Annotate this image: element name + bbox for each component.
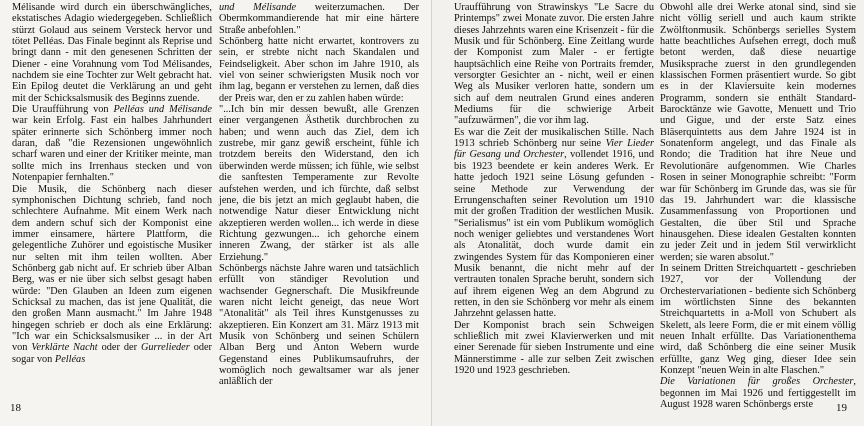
text-run: oder der [97, 342, 141, 354]
italic-title: Gurrelieder [140, 342, 190, 354]
italic-title: Variationen für großes Orchester [687, 376, 854, 388]
paragraph [454, 320, 654, 377]
paragraph [219, 36, 419, 104]
italic-title: Vier Lieder für Gesang und Orchester [454, 138, 655, 161]
text-run: Mélisande wird durch ein überschwängliches, ekstatisches Adagio wiedergegeben. Schließlich stürzt Golaud aus seinem Versteck hervor und tötet Pelléas. Das Finale beginnt als Reprise und bringt dann - mit den genesenen Schritten der Diener - eine Vorahnung vom Tod Mélisandes, nachdem sie eine Tochter zur Welt gebracht hat. Ein Epilog deutet die Verklärung an und geht mit der Schicksalsmusik des Beginns zuende. [12, 2, 212, 104]
italic-title: Pelléas und Mélisande [113, 104, 213, 116]
text-run: Schönbergs nächste Jahre waren und tatsächlich erfüllt von ständiger Revolution und wachsender Gegnerschaft. Die Musikfreunde waren nicht leicht geneigt, das neue Wort "Atonalität" als Teil ihres Kunstgenusses zu akzeptieren. Ein Konzert am 31. März 1913 mit Musik von Schönberg und seinen Schülern Alban Berg und Anton Webern wurde Gegenstand eines Publikumsaufruhrs, der womöglich noch gewaltsamer war als jener anläßlich der [219, 262, 419, 388]
paragraph [219, 263, 419, 388]
paragraph [12, 2, 212, 104]
paragraph [660, 263, 856, 376]
text-run: oder sogar von [12, 342, 212, 365]
text-run: weiterzumachen. Der Obermkommandierende hat mir eine härtere Straße anbefohlen." [219, 2, 420, 36]
text-column-3 [454, 2, 654, 376]
text-column-4 [660, 2, 856, 410]
page-number-left: 18 [10, 402, 21, 414]
paragraph [12, 184, 212, 366]
text-run: Die Musik, die Schönberg nach dieser symphonischen Dichtung schrieb, fand noch schlechtere Aufnahme. Mit einem Werk nach dem andern schuf sich der Komponist eine immer einsamere, härtere Plattform, die gelegentliche Zuhörer und egoistische Musiker nur selten mit ihm teilen wollten. Aber Schönberg gab nicht auf. Er schrieb über Alban Berg, was er nie über sich selbst gesagt haben würde: "Den Glauben an Ideen zum eigenen Schicksal zu machen, das ist jene Qualität, die den großen Mann ausmacht." Im Jahre 1948 hingegen schrieb er doch als eine Erklärung: "Ich war ein Schicksalsmusiker ... in der Art von [12, 183, 212, 354]
text-run: , vollendet 1916, und bis 1923 beendete er kein anderes Werk. Er hatte jedoch 1921 seine Lösung gefunden - seine Methode zur Verwendung der Errungenschaften seiner Revolution um 1910 mit der großen Tradition der westlichen Musik. "Serialismus" ist ein vom Publikum womöglich noch weniger geliebtes und verstandenes Wort als Atonalität, doch wurde damit ein zwingendes System für das Komponieren einer Musik benannt, die nicht mehr auf der vertrauten tonalen Sprache beruht, sondern sich auf ihrem eigenen Weg an dem Abgrund zu retten, in den sie Schönberg vor mehr als einem Jahrzehnt gelassen hatte. [454, 149, 654, 320]
italic-title: Die [660, 376, 688, 388]
text-run: war kein Erfolg. Fast ein halbes Jahrhundert später erinnerte sich Schönberg immer noch daran, daß "die Rezensionen ungewöhnlich scharf waren und einer der Kritiker meinte, man sollte mich ins Irrenhaus stecken und von Notenpapier fernhalten." [12, 115, 212, 184]
text-run: "...Ich bin mir dessen bewußt, alle Grenzen einer vergangenen Ästhetik durchbrochen zu haben; und wenn auch das Ziel, dem ich zustrebe, mir ganz gewiß erscheint, fühle ich trotzdem bereits den Widerstand, den ich überwinden werde müssen; ich fühle, wie selbst die sanftesten Temperamente zur Revolte aufstehen werden, und ich fürchte, daß selbst jene, die bis jetzt an mich geglaubt haben, die notwendige Natur dieser Entwicklung nicht akzeptieren werden wollen... ich werde in diese Richtung gezwungen... ich gehorche einem inneren Zwang, der stärker ist als alle Erziehung." [219, 104, 419, 263]
text-run: Uraufführung von Strawinskys "Le Sacre du Printemps" zwei Monate zuvor. Die ersten Jahre dieses Jahrzehnts waren eine Krisenzeit - für die Musik und für Schönberg. Eine Zeitlang wurde der Komponist zum Maler - er fertigte hauptsächlich eine Reihe von Portraits fremder, versorgter Gesichter an - nicht, weil er einen Weg als Musiker verloren hatte, sondern um sich auf dem neutralen Grund eines anderen Mediums für die schwierige Arbeit "aufzuwärmen", die vor ihm lag. [454, 2, 654, 127]
text-run: In seinem Dritten Streichquartett - geschrieben 1927, vor der Vollendung der Orchestervariationen - bediente sich Schönberg im wörtlichsten Sinne des bekannten Streichquartetts in a-Moll von Schubert als Skelett, als leere Form, die er mit einem völlig neuen Inhalt erfüllte. Das Variationenthema wird, daß Schönberg die eine seiner Musik erfüllte, ganz Weg ging, dieser Idee sein Konzept "neuen Wein in alte Flaschen." [660, 262, 856, 376]
paragraph [12, 104, 212, 183]
text-run: Der Komponist brach sein Schweigen schließlich mit zwei Klavierwerken und mit einer Serenade für sieben Instrumente und eine Männerstimme - alle zur selben Zeit zwischen 1920 und 1923 geschrieben. [454, 319, 654, 376]
text-column-2 [219, 2, 419, 388]
paragraph [454, 2, 654, 127]
text-column-1 [12, 2, 212, 365]
page-number-right: 19 [836, 402, 847, 414]
paragraph [219, 104, 419, 263]
paragraph [660, 2, 856, 263]
text-run: , begonnen im Mai 1926 und fertiggestellt im August 1928 waren Schönbergs erste [660, 376, 856, 411]
italic-title: und Mélisande [219, 2, 297, 13]
paragraph [454, 127, 654, 320]
text-run: Die Uraufführung von [12, 104, 114, 116]
text-run: Es war die Zeit der musikalischen Stille. Nach 1913 schrieb Schönberg nur seine [454, 126, 654, 150]
paragraph [219, 2, 419, 36]
text-run: Schönberg hatte nicht erwartet, kontrovers zu sein, er strebte nicht nach Skandalen und Feindseligkeit. Aber schon im Jahre 1910, als viel von seiner schwierigsten Musik noch vor ihm lag, begann er verstehen zu lernen, daß dies der Preis war, den er zu zahlen haben würde: [219, 36, 419, 104]
paragraph [660, 376, 856, 410]
text-run: Obwohl alle drei Werke atonal sind, sind sie nicht völlig seriell und auch kaum strikte Zwölftonmusik. Schönbergs serielles System hatte beachtliches Aufsehen erregt, doch muß betont werden, daß diese neuartige Musiksprache zuerst in den grundlegenden klassischen Formen präsentiert wurde. So gibt es in der Klaviersuite kein modernes Programm, sondern sie enthält Standard-Barocktänze wie Gavotte, Menuett und Trio und Gigue, und der erste Satz eines Bläserquintetts aus dem Jahre 1924 ist in Sonatenform angelegt, und das Finale als Rondo; die Tradition hat ihre Neue und Revolutionäre aufgenommen. Wie Charles Rosen in seiner Monographie schreibt: "Form war für Schönberg im Grunde das, was sie für das 19. Jahrhundert war: die klassische Zusammenfassung von Proportionen und Gestalten, die über Stil und Sprache hinausgehen. Diese idealen Gestalten konnten zu jeder Zeit und in jedem Stil verwirklicht werden; sie waren absolut." [660, 2, 856, 263]
italic-title: Verklärte Nacht [31, 342, 98, 354]
italic-title: Pelléas [54, 353, 86, 365]
